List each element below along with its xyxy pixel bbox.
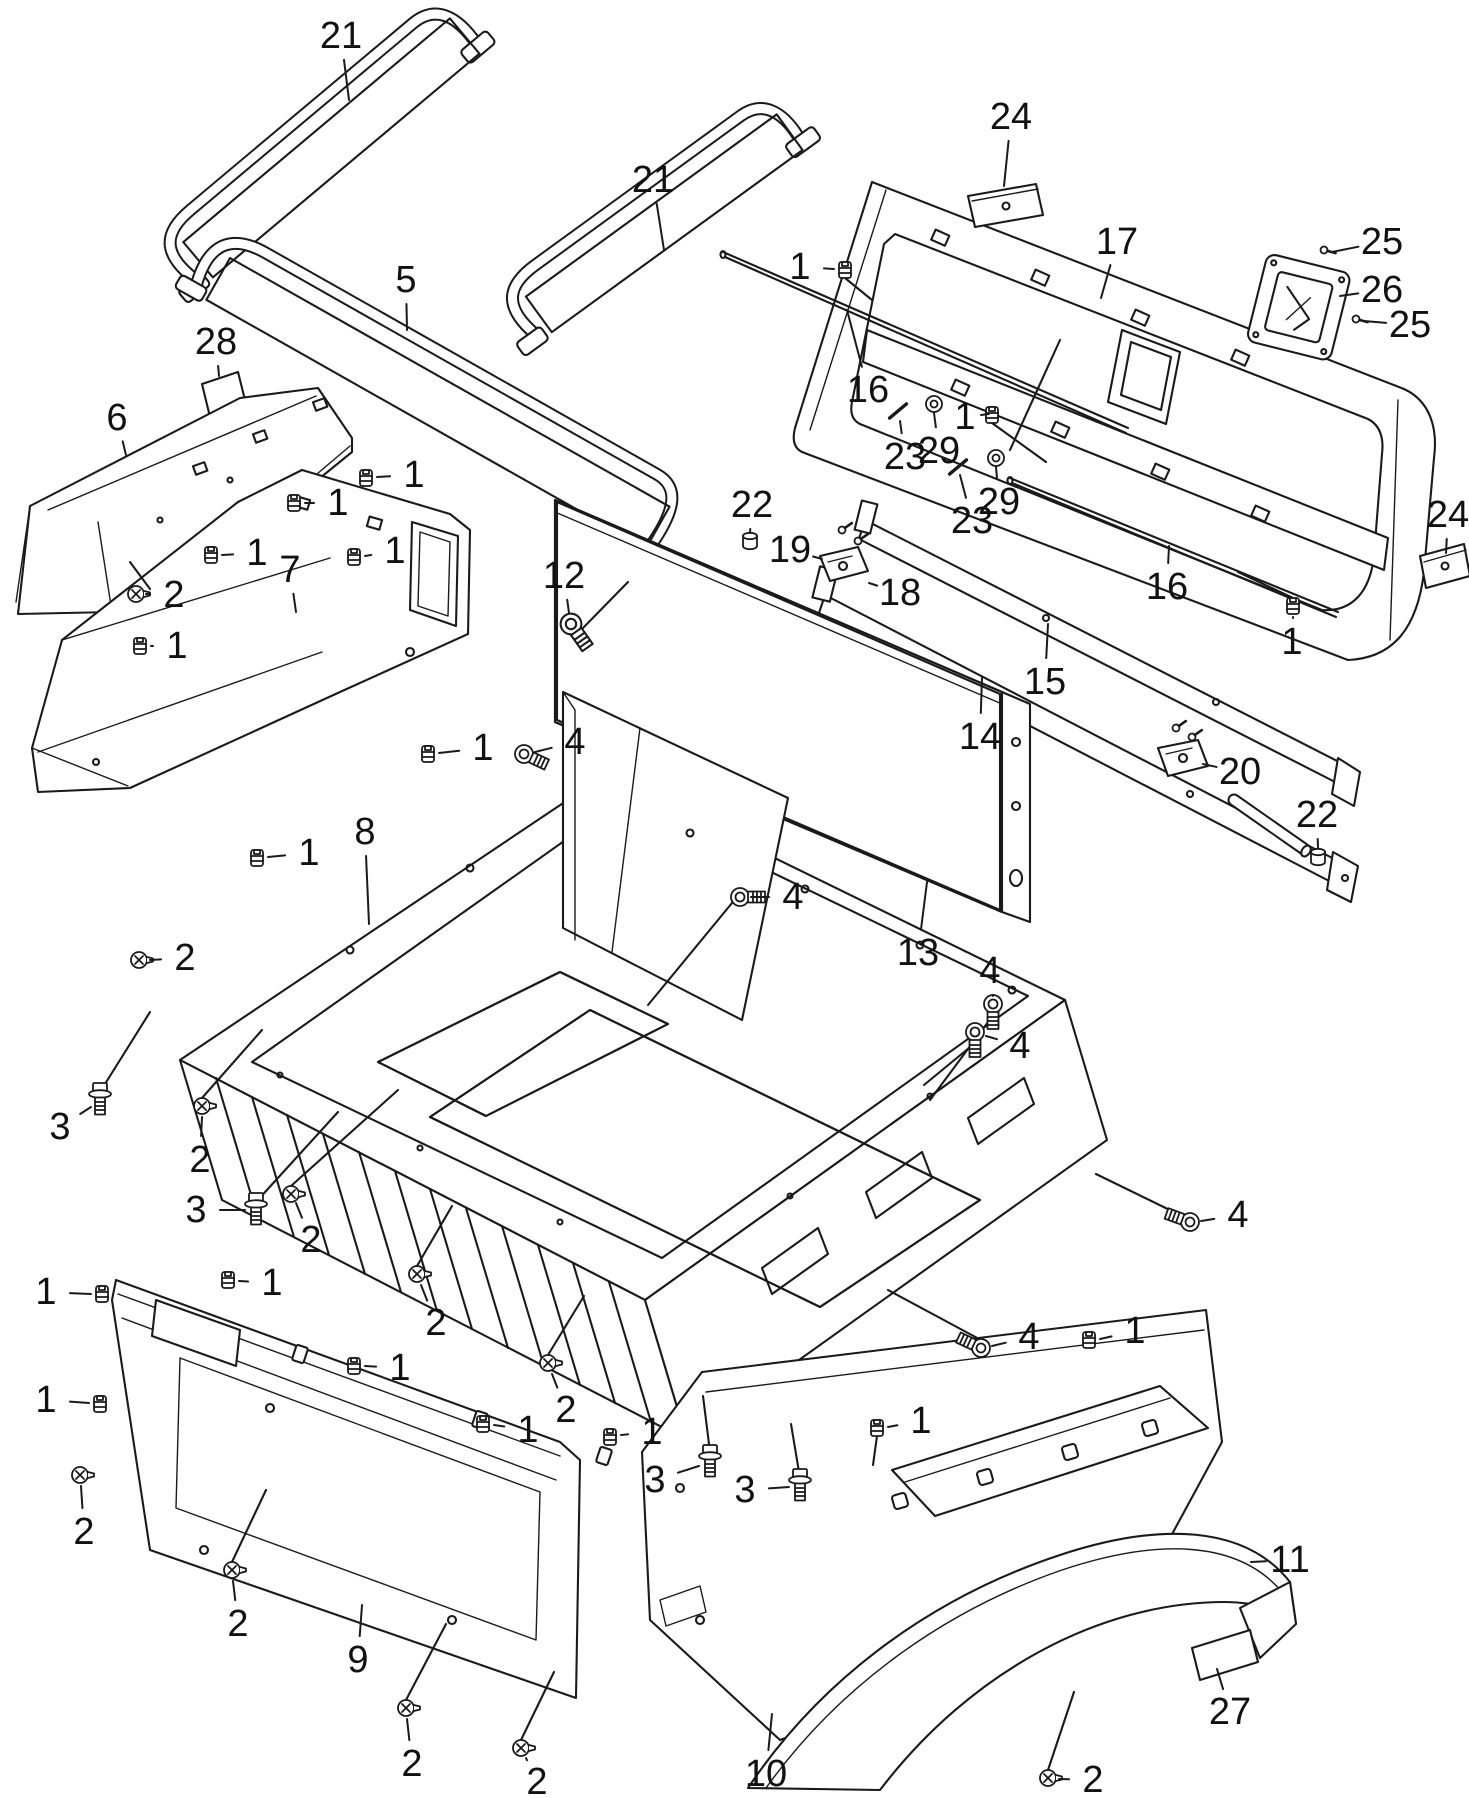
socket-screw-icon [1163,1205,1201,1234]
callout-27: 27 [1208,1691,1252,1733]
leader-line-28 [218,366,219,376]
leader-line-2 [201,1117,202,1136]
callout-1: 1 [472,727,494,769]
small-screw-icon [1187,727,1204,742]
callout-24: 24 [1426,494,1469,536]
leader-line-2 [81,1486,82,1508]
callout-3: 3 [185,1189,207,1231]
clip-icon [94,1396,106,1412]
callout-1: 1 [389,1347,411,1389]
callout-2: 2 [401,1743,423,1785]
callout-22: 22 [1295,794,1339,836]
tailgate-latch [1246,253,1351,361]
callout-3: 3 [49,1106,71,1148]
clip-icon [839,262,851,278]
callout-7: 7 [279,549,301,591]
callout-1: 1 [910,1400,932,1442]
leader-line-1 [365,1366,376,1367]
leader-line-1 [222,554,233,555]
clip-icon [422,746,434,762]
leader-line-1 [439,751,459,753]
clip-icon [477,1416,489,1432]
leader-line-2 [407,1719,409,1740]
callout-21: 21 [631,159,675,201]
callout-1: 1 [261,1262,283,1304]
leader-line-3 [80,1107,91,1114]
clip-icon [251,850,263,866]
leader-line-4 [535,748,552,752]
latch-striker-bracket [820,547,868,581]
leader-line-1 [824,268,834,269]
callout-4: 4 [1009,1025,1031,1067]
leader-line-21 [657,204,664,250]
callout-1: 1 [1124,1310,1146,1352]
clip-icon [604,1429,616,1445]
callout-16: 16 [846,369,890,411]
small-screw-icon [837,520,854,535]
callout-25: 25 [1388,304,1432,346]
leader-line-1 [70,1402,89,1403]
clip-icon [1083,1332,1095,1348]
clip-icon [348,1358,360,1374]
clip-icon [348,549,360,565]
callout-2: 2 [189,1139,211,1181]
leader-line-2 [233,1581,235,1600]
leader-line-2 [552,1374,557,1388]
leader-line-1 [981,414,989,415]
callout-1: 1 [403,454,425,496]
callout-10: 10 [744,1753,788,1795]
callout-6: 6 [106,397,128,439]
callout-22: 22 [730,484,774,526]
callout-2: 2 [555,1389,577,1431]
callout-4: 4 [564,721,586,763]
callout-13: 13 [896,932,940,974]
clip-icon [1287,598,1299,614]
callout-4: 4 [782,876,804,918]
callout-4: 4 [1227,1194,1249,1236]
screw-icon [513,1740,535,1756]
callout-2: 2 [227,1603,249,1645]
callout-1: 1 [1281,621,1303,663]
leader-line-16 [1168,546,1169,563]
callout-29: 29 [917,430,961,472]
callout-1: 1 [641,1411,663,1453]
leader-line-1 [239,1281,248,1282]
leader-line-1 [70,1293,91,1294]
callout-11: 11 [1270,1539,1310,1581]
callout-16: 16 [1145,566,1189,608]
callout-1: 1 [246,532,268,574]
leader-line-18 [869,583,877,586]
callout-9: 9 [347,1639,369,1681]
callout-26: 26 [1360,269,1404,311]
clip-icon [134,638,146,654]
callout-1: 1 [35,1379,57,1421]
callout-14: 14 [958,716,1002,758]
callout-2: 2 [526,1761,548,1798]
socket-screw-icon [984,995,1002,1029]
small-screw-icon [1171,718,1188,733]
callout-21: 21 [319,15,363,57]
callout-19: 19 [768,529,812,571]
leader-line-8 [366,856,369,924]
callout-1: 1 [517,1409,539,1451]
callout-2: 2 [73,1511,95,1553]
callout-8: 8 [354,811,376,853]
leader-line-24 [1446,539,1447,553]
callout-2: 2 [163,574,185,616]
callout-25: 25 [1360,221,1404,263]
leader-line-25 [1332,247,1358,252]
small-screw-icon [1352,315,1369,326]
screw-icon [1040,1770,1062,1786]
leader-line-4 [1201,1219,1214,1221]
washer-icon [926,396,942,412]
cargo-rack-rail-right [485,85,823,356]
callout-24: 24 [989,96,1033,138]
callout-4: 4 [979,950,1001,992]
callout-20: 20 [1218,751,1262,793]
callout-15: 15 [1023,661,1067,703]
leader-line-29 [996,467,997,478]
clip-icon [205,547,217,563]
socket-screw-icon [512,742,550,773]
callout-1: 1 [384,530,406,572]
clip-icon [360,470,372,486]
washer-icon [988,450,1004,466]
clip-icon [288,495,300,511]
leader-line-1 [621,1434,628,1435]
socket-screw-icon [966,1023,984,1057]
callout-1: 1 [327,482,349,524]
callout-1: 1 [954,396,976,438]
leader-line-2 [150,959,161,960]
leader-line-1 [268,855,285,857]
cap-nut-icon [743,533,757,549]
leader-line-3 [769,1487,789,1488]
flange-bolt-icon [89,1083,111,1115]
clip-icon [96,1286,108,1302]
leader-line-5 [406,304,407,330]
leader-line-1 [377,476,390,477]
callout-2: 2 [300,1219,322,1261]
callout-2: 2 [174,937,196,979]
leader-line-1 [365,555,371,556]
callout-18: 18 [878,572,922,614]
leader-line-24 [1004,141,1009,186]
hinge-bracket-20 [1158,740,1208,776]
callout-4: 4 [1018,1316,1040,1358]
callout-1: 1 [35,1271,57,1313]
leader-line-2 [526,1758,527,1760]
cap-nut-icon [1311,849,1325,865]
callout-1: 1 [298,832,320,874]
leader-line-13 [921,882,927,929]
callout-2: 2 [425,1302,447,1344]
callout-23: 23 [883,436,927,478]
clip-icon [871,1420,883,1436]
screw-icon [72,1467,94,1483]
callout-3: 3 [644,1459,666,1501]
reflector-side [1420,544,1469,588]
leader-line-14 [981,678,982,713]
callout-2: 2 [1082,1759,1104,1798]
clip-icon [222,1272,234,1288]
leader-line-11 [1251,1561,1266,1562]
callout-5: 5 [395,259,417,301]
callout-17: 17 [1095,221,1139,263]
callout-3: 3 [734,1469,756,1511]
callout-12: 12 [542,555,586,597]
reflector-top [968,184,1043,227]
callout-1: 1 [789,246,811,288]
callout-28: 28 [194,321,238,363]
callout-1: 1 [166,625,188,667]
screw-icon [398,1700,420,1716]
callout-29: 29 [977,481,1021,523]
callout-23: 23 [950,500,994,542]
warning-label-27 [1192,1630,1258,1680]
leader-line-6 [123,441,126,455]
